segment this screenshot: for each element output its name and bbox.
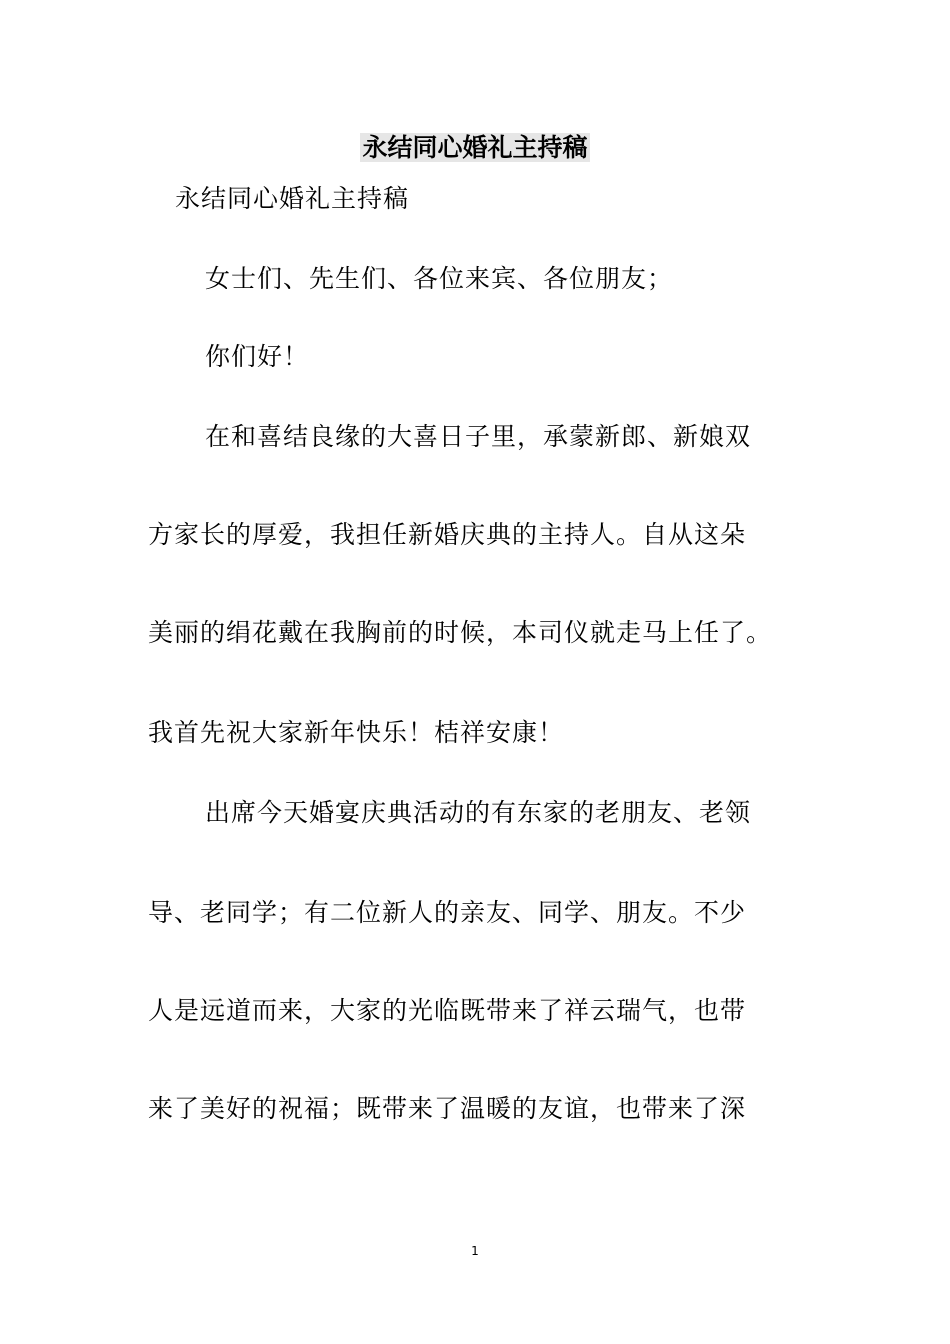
page-number: 1 bbox=[471, 1244, 479, 1258]
paragraph-1-line-1: 在和喜结良缘的大喜日子里，承蒙新郎、新娘双 bbox=[205, 422, 752, 451]
hello-line: 你们好！ bbox=[205, 342, 310, 371]
paragraph-2-line-2: 导、老同学；有二位新人的亲友、同学、朋友。不少 bbox=[148, 898, 747, 927]
paragraph-2-line-4: 来了美好的祝福；既带来了温暖的友谊，也带来了深 bbox=[148, 1094, 747, 1123]
greeting-line: 女士们、先生们、各位来宾、各位朋友； bbox=[205, 264, 674, 293]
paragraph-1-line-4: 我首先祝大家新年快乐！桔祥安康！ bbox=[148, 718, 565, 747]
paragraph-1-line-3: 美丽的绢花戴在我胸前的时候，本司仪就走马上任了。 bbox=[148, 618, 773, 647]
paragraph-1-line-2: 方家长的厚爱，我担任新婚庆典的主持人。自从这朵 bbox=[148, 520, 747, 549]
paragraph-2-line-3: 人是远道而来，大家的光临既带来了祥云瑞气，也带 bbox=[148, 996, 747, 1025]
document-title bbox=[0, 130, 950, 166]
document-title-text: 永结同心婚礼主持稿 bbox=[362, 133, 588, 162]
paragraph-2-line-1: 出席今天婚宴庆典活动的有东家的老朋友、老领 bbox=[205, 798, 752, 827]
document-subtitle: 永结同心婚礼主持稿 bbox=[175, 184, 410, 213]
